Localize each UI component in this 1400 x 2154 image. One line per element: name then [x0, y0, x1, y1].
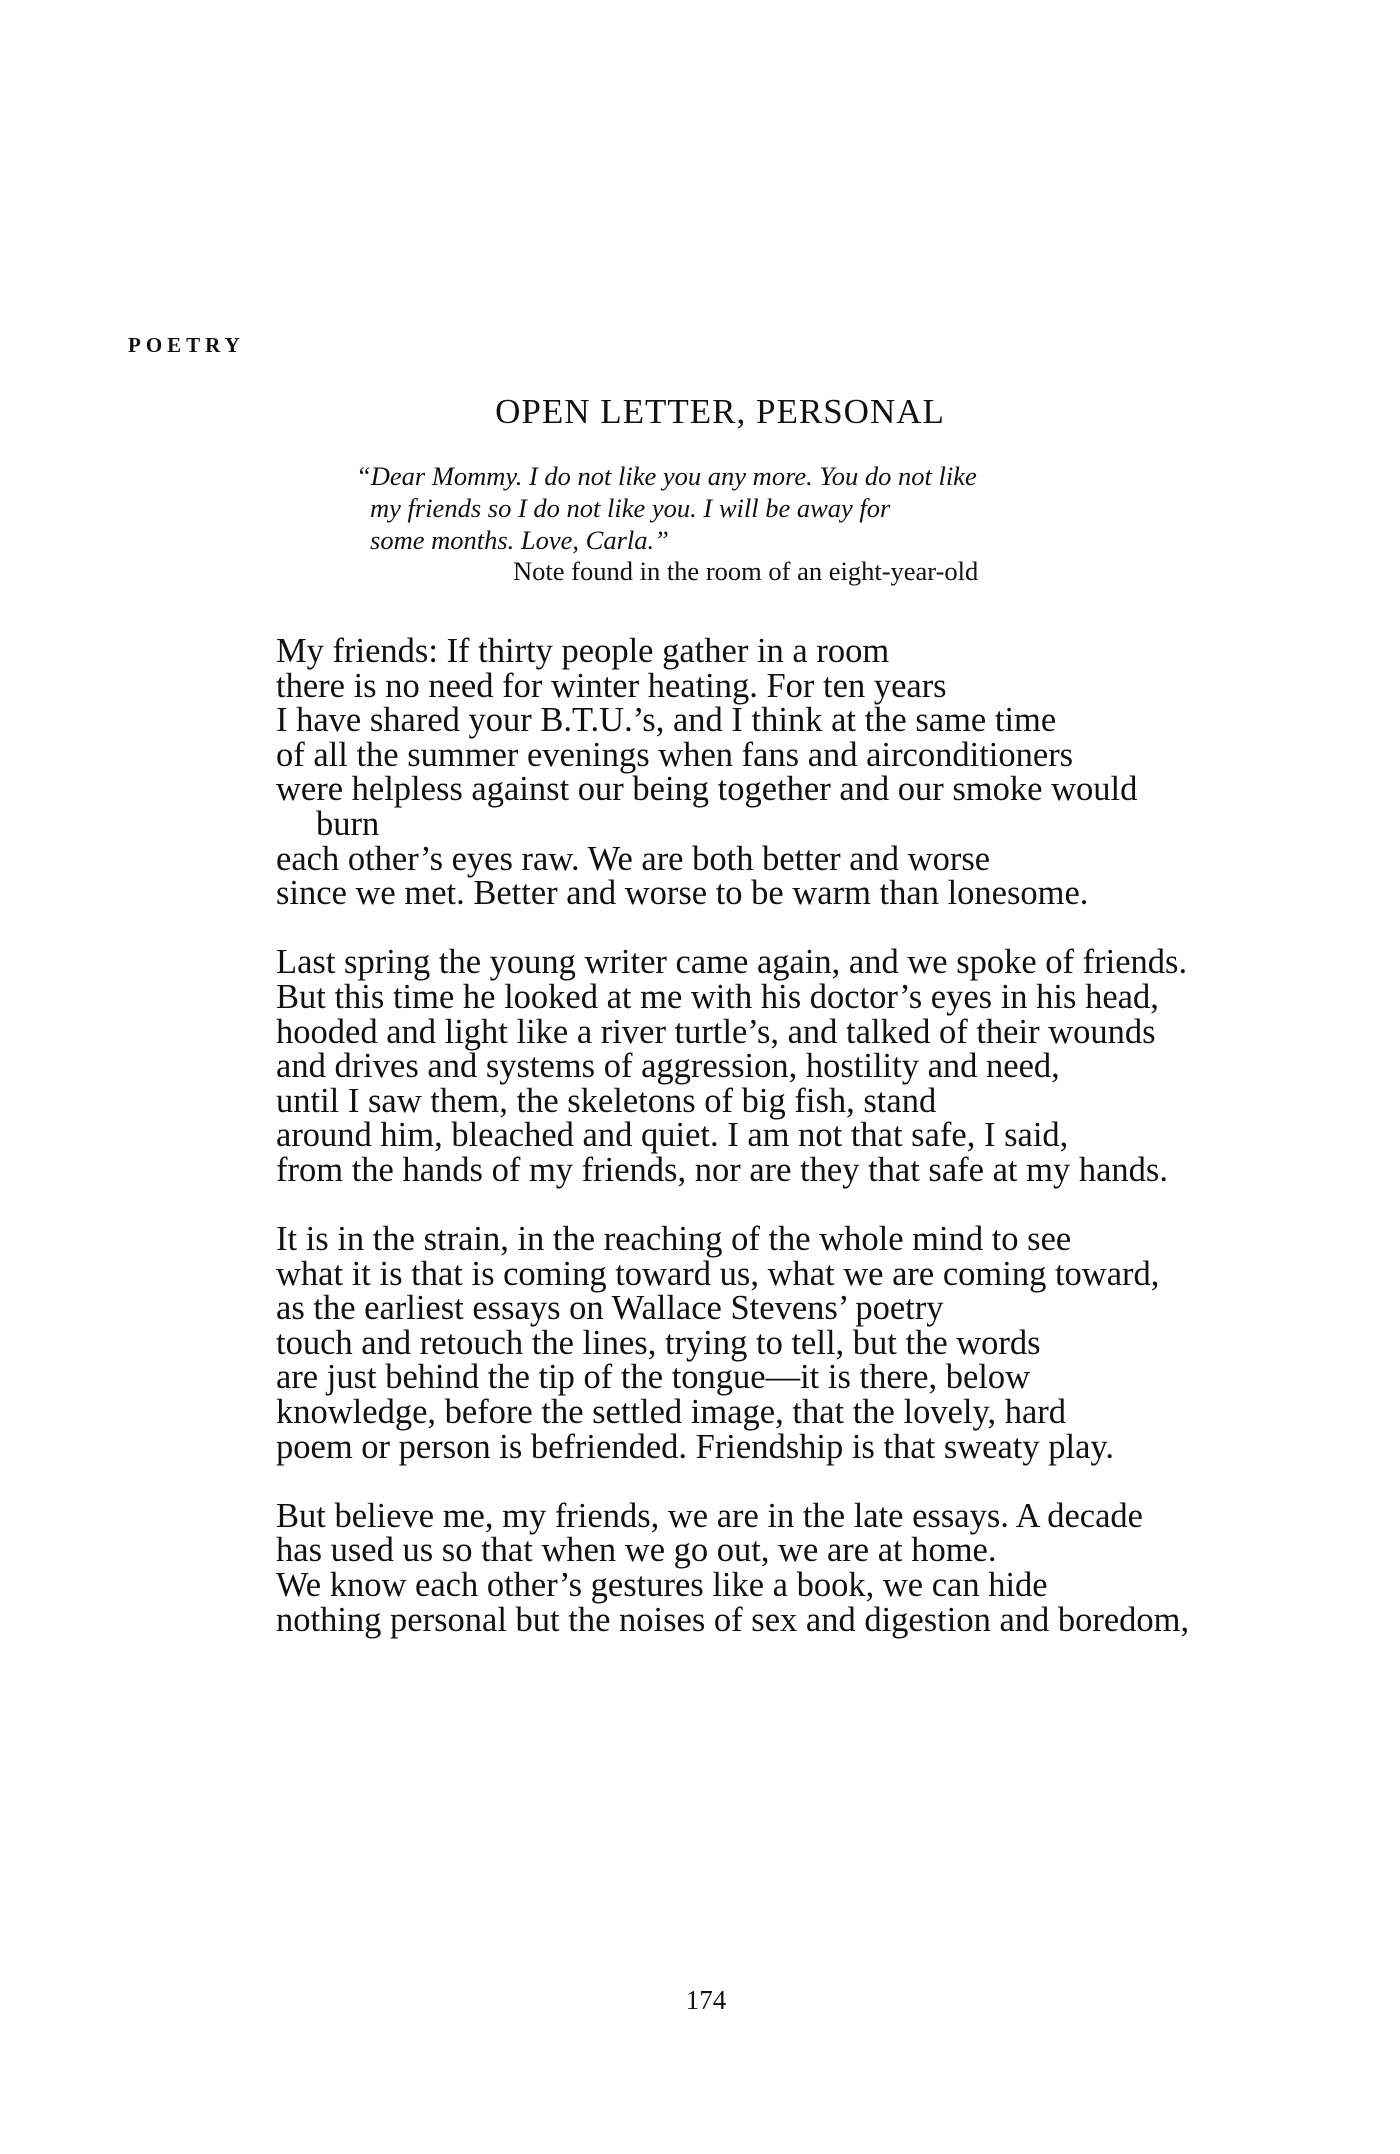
epigraph-attribution: Note found in the room of an eight-year-old [513, 556, 979, 586]
poem-line: has used us so that when we go out, we are at home. [276, 1531, 997, 1570]
epigraph-line: some months. Love, Carla.” [370, 525, 669, 555]
poem-line: were helpless against our being together and our smoke would [276, 770, 1138, 809]
poem-line: Last spring the young writer came again, and we spoke of friends. [276, 943, 1188, 982]
poem-line: It is in the strain, in the reaching of the whole mind to see [276, 1220, 1072, 1259]
poem-line: there is no need for winter heating. For ten years [276, 666, 947, 705]
poem-body [276, 634, 1376, 1672]
stanza [276, 634, 1376, 911]
poem-line: from the hands of my friends, nor are they that safe at my hands. [276, 1150, 1168, 1189]
epigraph-line: “Dear Mommy. I do not like you any more. You do not like [356, 461, 977, 491]
poem-line: each other’s eyes raw. We are both better and worse [276, 839, 991, 878]
poem-line: My friends: If thirty people gather in a room [276, 632, 890, 670]
epigraph [356, 460, 1156, 556]
stanza [276, 945, 1376, 1187]
poem-line: of all the summer evenings when fans and airconditioners [276, 735, 1074, 774]
poem-line: But this time he looked at me with his doctor’s eyes in his head, [276, 977, 1159, 1016]
poem-title: OPEN LETTER, PERSONAL [495, 392, 945, 431]
poem-line: I have shared your B.T.U.’s, and I think at the same time [276, 701, 1057, 740]
poem-line: We know each other’s gestures like a book, we can hide [276, 1566, 1048, 1605]
poem-line: what it is that is coming toward us, what we are coming toward, [276, 1254, 1160, 1293]
stanza [276, 1222, 1376, 1464]
poem-line: nothing personal but the noises of sex and digestion and boredom, [276, 1600, 1190, 1639]
epigraph-line: my friends so I do not like you. I will be away for [370, 493, 891, 523]
poem-line: touch and retouch the lines, trying to tell, but the words [276, 1323, 1041, 1362]
poem-line: as the earliest essays on Wallace Stevens’ poetry [276, 1289, 944, 1328]
stanza [276, 1496, 1376, 1639]
poem-line: since we met. Better and worse to be warm than lonesome. [276, 874, 1089, 913]
running-head: POETRY [128, 333, 245, 357]
poem-line: are just behind the tip of the tongue—it is there, below [276, 1358, 1031, 1397]
poem-line: hooded and light like a river turtle’s, and talked of their wounds [276, 1012, 1156, 1051]
poem-line: But believe me, my friends, we are in the late essays. A decade [276, 1496, 1143, 1535]
poem-line: poem or person is befriended. Friendship is that sweaty play. [276, 1427, 1115, 1466]
poem-line: and drives and systems of aggression, hostility and need, [276, 1047, 1060, 1086]
poem-line: until I saw them, the skeletons of big fish, stand [276, 1081, 937, 1120]
poem-line: knowledge, before the settled image, that the lovely, hard [276, 1393, 1067, 1432]
poem-line-turnover: burn [316, 804, 380, 843]
page-number: 174 [685, 1985, 727, 2015]
poem-line: around him, bleached and quiet. I am not that safe, I said, [276, 1116, 1069, 1155]
